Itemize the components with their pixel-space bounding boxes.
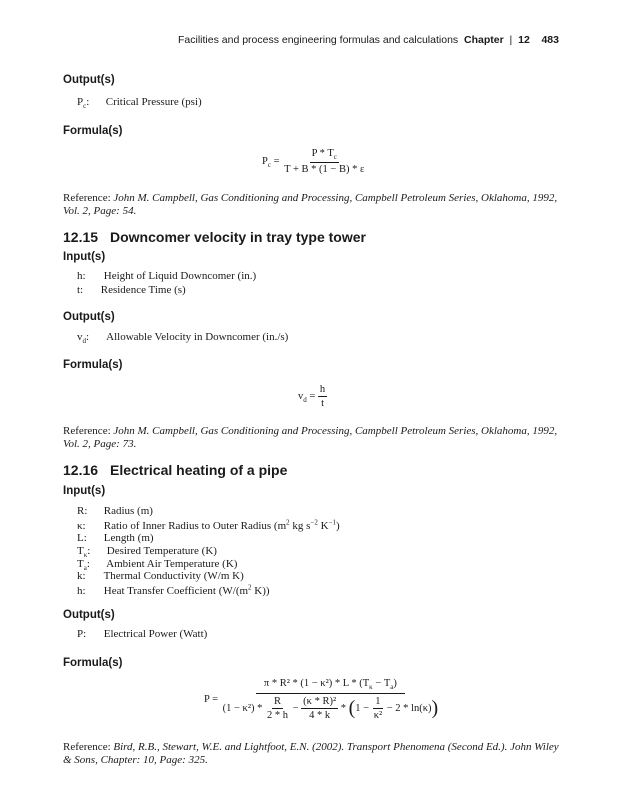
output-description: Critical Pressure (psi): [105, 96, 202, 108]
formula-fraction: [318, 384, 327, 409]
input-symbol: k:: [77, 570, 86, 582]
input-description: Height of Liquid Downcomer (in.): [103, 270, 257, 282]
output-heading: Output(s): [63, 311, 115, 323]
reference-text: John M. Campbell, Gas Conditioning and Processing, Campbell Petroleum Series, Oklahoma, 1992, Vol. 2, Page: 54.: [63, 192, 558, 217]
formula-heading: Formula(s): [63, 359, 123, 371]
formula-heading: Formula(s): [63, 125, 123, 137]
input-colon: :: [86, 558, 90, 570]
input-row: [77, 518, 340, 532]
num-sub2: a: [390, 683, 394, 692]
f2-denominator: 4 * k: [309, 710, 331, 722]
section-title-12-15: [63, 229, 366, 245]
input-description: Thermal Conductivity (W/m K): [103, 570, 244, 582]
input-description: Residence Time (s): [100, 284, 186, 296]
reference-block1: [63, 192, 563, 218]
section-title: Downcomer velocity in tray type tower: [110, 229, 366, 245]
input-symbol: L:: [77, 532, 87, 544]
kappa-unit-end: ): [336, 519, 340, 532]
output-heading: Output(s): [63, 74, 115, 86]
fraction-kr-over-4k: [301, 696, 338, 721]
fraction-r-over-2h: [265, 696, 290, 721]
big-paren-close: ): [431, 697, 439, 720]
page-number: 483: [541, 34, 559, 46]
input-heading: Input(s): [63, 251, 106, 263]
critical-pressure-formula: $P_c$ = $\frac{P * T_c}{T + B * (1 - B) * \varepsilon}$: [262, 148, 365, 176]
formula-main-fraction: [221, 678, 441, 721]
reference-text: John M. Campbell, Gas Conditioning and Processing, Campbell Petroleum Series, Oklahoma, 1992, Vol. 2, Page: 73.: [63, 425, 558, 450]
kappa-unit-tail: kg s: [289, 519, 311, 532]
formula-numerator: [310, 148, 339, 163]
input-symbol-sub: κ: [83, 551, 88, 560]
output-symbol-sub: c: [83, 102, 87, 111]
times-sign: *: [340, 703, 346, 714]
formula-lhs-sub: d: [303, 396, 307, 404]
formula-heading: Formula(s): [63, 657, 123, 669]
formula-denominator: t: [321, 398, 324, 409]
kappa-unit-tail2: K: [317, 519, 329, 532]
input-description: Heat Transfer Coefficient ($W/(m^2$ K)): [103, 583, 270, 597]
reference-label: Reference:: [63, 741, 111, 753]
downcomer-velocity-formula: $v_d$ = $\frac{h}{t}$: [298, 384, 326, 409]
section-title-12-16: [63, 462, 287, 478]
reference-label: Reference:: [63, 425, 111, 437]
running-title: Facilities and process engineering formulas and calculations: [178, 34, 459, 46]
input-description: Length (m): [103, 532, 154, 544]
den-prefix: (1 − κ²) *: [222, 703, 263, 714]
output-row: [77, 96, 202, 110]
num-part1: π * R² * (1 − κ²) * L * (T: [263, 678, 370, 689]
section-number: 12.16: [63, 462, 99, 478]
input-row: [77, 284, 186, 296]
input-symbol: κ:: [77, 519, 86, 532]
input-symbol: R:: [77, 505, 88, 517]
kappa-desc: Ratio of Inner Radius to Outer Radius (m: [103, 519, 287, 532]
num-end: ): [393, 678, 397, 689]
input-symbol-sub: a: [83, 564, 87, 573]
input-description: Radius (m): [103, 505, 153, 517]
h-desc: Heat Transfer Coefficient (W/(m: [103, 584, 249, 597]
input-row: [77, 270, 256, 282]
input-symbol: h:: [77, 270, 86, 282]
f3-denominator: κ²: [373, 710, 383, 722]
output-row: $v_d$: Allowable Velocity in Downcomer (in./s): [77, 331, 289, 346]
formula-lhs: v: [298, 390, 304, 402]
formula-lhs: P =: [204, 693, 218, 705]
output-symbol: $P_c$:: [77, 96, 90, 111]
input-symbol: h:: [77, 584, 86, 597]
output-symbol: P:: [77, 628, 87, 640]
num-mid: − T: [372, 678, 391, 689]
num-sub1: κ: [369, 683, 373, 692]
output-symbol: v: [77, 331, 83, 343]
input-symbol: t:: [77, 284, 84, 296]
input-symbol: T: [77, 545, 84, 557]
minus-sign: −: [292, 703, 299, 714]
output-symbol-main: P: [77, 96, 84, 108]
numerator-text: P * T: [311, 148, 334, 159]
formula-fraction: [282, 148, 366, 175]
input-description: Desired Temperature (K): [106, 545, 217, 557]
reference-text: Bird, R.B., Stewart, W.E. and Lightfoot, E.N. (2002). Transport Phenomena (Second Ed.). John Wiley & Sons, Chapter: 10, Page: 325.: [63, 741, 559, 766]
f1-denominator: 2 * h: [266, 710, 288, 722]
output-symbol-sub: d: [82, 337, 86, 346]
formula-numerator: [256, 678, 405, 694]
input-symbol: T: [77, 558, 84, 570]
header-separator: |: [509, 34, 513, 46]
running-header: [178, 34, 559, 46]
formula-denominator: T + B * (1 − B) * ε: [284, 164, 365, 176]
big-paren-open: (: [348, 697, 356, 720]
h-unit-end: K)): [251, 584, 270, 597]
formula-lhs: P: [262, 155, 268, 167]
output-heading: Output(s): [63, 609, 115, 621]
one-minus: 1 −: [355, 703, 370, 714]
input-row: [77, 505, 153, 517]
chapter-label: Chapter: [464, 34, 504, 46]
numerator-sub: c: [333, 153, 337, 162]
reference-label: Reference:: [63, 192, 111, 204]
formula-lhs-sub: c: [267, 161, 271, 170]
formula-denominator: [221, 694, 441, 721]
input-colon: :: [87, 545, 91, 557]
input-description: Ratio of Inner Radius to Outer Radius ($m^2$ kg $s^{-2}$ $K^{-1}$): [103, 518, 340, 532]
reference-12-15: [63, 425, 563, 451]
output-description: Allowable Velocity in Downcomer (in./s): [106, 331, 289, 343]
fraction-1-over-kappa2: [372, 696, 384, 721]
f3-numerator: 1: [375, 696, 381, 708]
input-row: [77, 532, 154, 544]
input-description: Ambient Air Temperature (K): [106, 558, 238, 570]
electrical-power-formula: [204, 678, 440, 721]
chapter-number: 12: [518, 34, 530, 46]
input-row: [77, 570, 244, 582]
output-description: Electrical Power (Watt): [103, 628, 208, 640]
section-number: 12.15: [63, 229, 99, 245]
output-row: [77, 628, 207, 640]
f1-numerator: R: [273, 696, 281, 708]
f2-numerator: (κ * R)²: [303, 696, 337, 708]
section-title: Electrical heating of a pipe: [110, 462, 288, 478]
formula-tail: − 2 * ln(κ): [386, 703, 432, 714]
input-row: [77, 583, 270, 597]
reference-12-16: [63, 741, 563, 767]
input-heading: Input(s): [63, 485, 106, 497]
formula-numerator: h: [319, 384, 326, 395]
